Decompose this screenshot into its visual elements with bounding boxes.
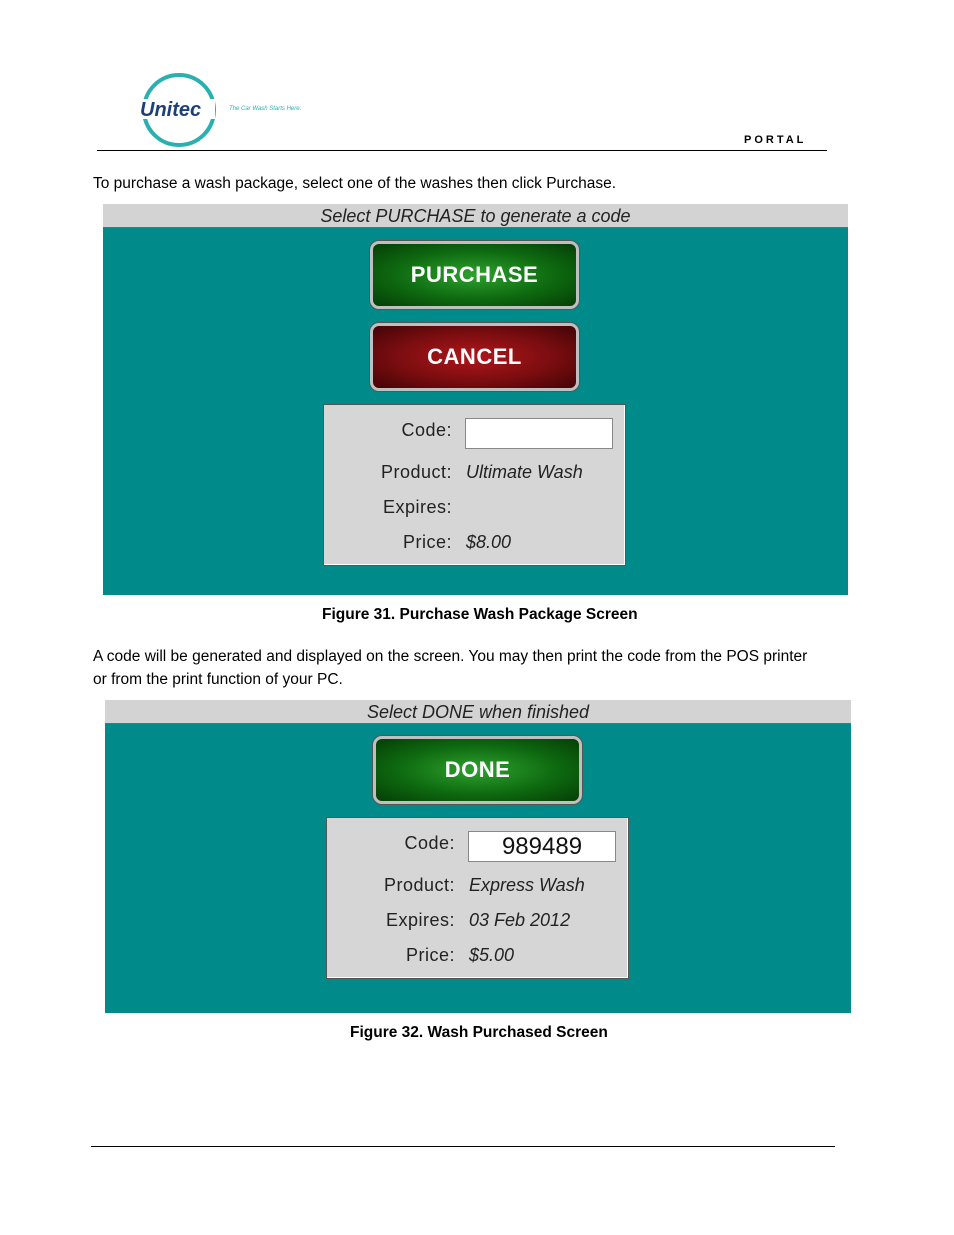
product-row xyxy=(324,460,625,484)
price-value: $8.00 xyxy=(466,532,512,552)
price-value: $5.00 xyxy=(469,945,515,965)
logo-text: Unitec xyxy=(140,99,202,121)
purchase-screen xyxy=(103,204,848,595)
header-divider xyxy=(97,150,827,151)
expires-label: Expires: xyxy=(385,910,455,930)
expires-value: 03 Feb 2012 xyxy=(469,910,571,930)
purchase-button[interactable]: PURCHASE xyxy=(370,241,579,309)
expires-row xyxy=(324,495,625,519)
footer-divider xyxy=(91,1146,835,1147)
price-row xyxy=(324,530,625,554)
product-value: Ultimate Wash xyxy=(466,462,583,482)
expires-row xyxy=(327,908,628,932)
wash-purchased-screen xyxy=(105,700,851,1013)
intro-text: To purchase a wash package, select one of the washes then click Purchase. xyxy=(93,175,616,192)
code-field[interactable]: 989489 xyxy=(468,831,616,862)
cancel-button[interactable]: CANCEL xyxy=(370,323,579,391)
code-label: Code: xyxy=(404,833,455,853)
figure-caption: Figure 31. Purchase Wash Package Screen xyxy=(322,606,638,623)
logo-tagline: The Car Wash Starts Here. xyxy=(229,106,302,112)
price-row xyxy=(327,943,628,967)
screen-title: Select PURCHASE to generate a code xyxy=(103,204,848,228)
code-row xyxy=(327,831,628,860)
price-label: Price: xyxy=(405,945,455,965)
price-label: Price: xyxy=(402,532,452,552)
body-text-line: or from the print function of your PC. xyxy=(93,671,343,688)
section-label: PORTAL xyxy=(744,134,807,146)
unitec-logo xyxy=(139,73,221,147)
wash-info-panel xyxy=(326,817,629,979)
product-row xyxy=(327,873,628,897)
code-row xyxy=(324,418,625,442)
expires-label: Expires: xyxy=(382,497,452,517)
wash-info-panel xyxy=(323,404,626,566)
figure-caption: Figure 32. Wash Purchased Screen xyxy=(350,1024,608,1041)
code-field[interactable] xyxy=(465,418,613,449)
done-button[interactable]: DONE xyxy=(373,736,582,804)
code-label: Code: xyxy=(401,420,452,440)
product-label: Product: xyxy=(383,875,455,895)
screen-title: Select DONE when finished xyxy=(105,700,851,724)
body-text-line: A code will be generated and displayed on the screen. You may then print the code from the POS printer xyxy=(93,648,808,665)
product-label: Product: xyxy=(380,462,452,482)
product-value: Express Wash xyxy=(469,875,585,895)
